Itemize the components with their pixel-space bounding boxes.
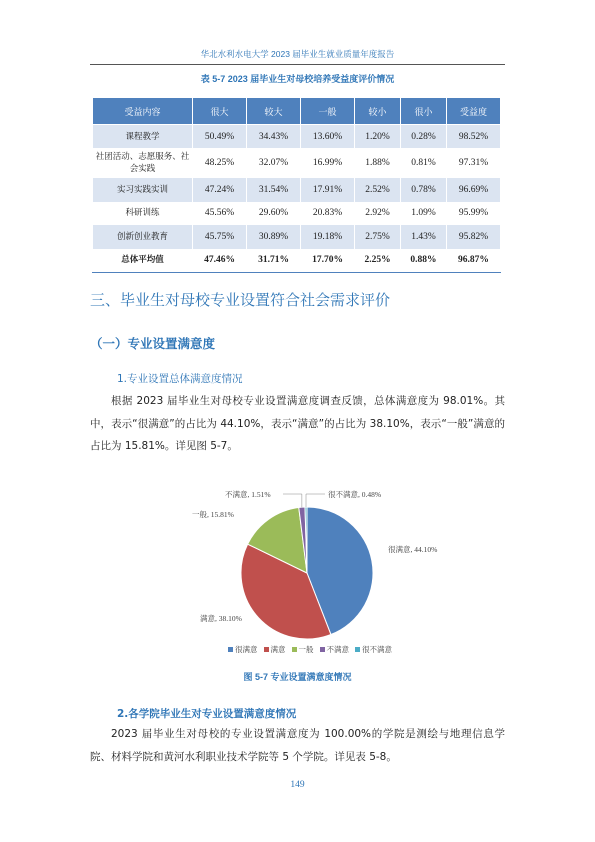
table-cell: 2.92% bbox=[355, 202, 401, 226]
satisfaction-pie-chart bbox=[170, 480, 440, 660]
legend-label: 很满意 bbox=[235, 645, 258, 654]
slice-label-3: 不满意, 1.51% bbox=[225, 490, 271, 499]
table-cell: 20.83% bbox=[301, 202, 355, 226]
table-cell: 0.28% bbox=[401, 125, 447, 149]
chart-legend bbox=[190, 644, 430, 655]
leader-line-3 bbox=[283, 494, 302, 507]
legend-item bbox=[320, 644, 350, 655]
table-row bbox=[93, 225, 501, 249]
table-caption: 表 5-7 2023 届毕业生对母校培养受益度评价情况 bbox=[200, 74, 395, 84]
column-header: 较大 bbox=[247, 98, 301, 125]
table-cell: 96.69% bbox=[446, 178, 500, 202]
legend-label: 很不满意 bbox=[362, 645, 392, 654]
table-cell: 96.87% bbox=[446, 249, 500, 273]
table-cell: 19.18% bbox=[301, 225, 355, 249]
row-label: 课程教学 bbox=[93, 125, 193, 149]
figure-caption: 图 5-7 专业设置满意度情况 bbox=[243, 672, 352, 682]
table-cell: 29.60% bbox=[247, 202, 301, 226]
table-cell: 16.99% bbox=[301, 148, 355, 178]
table-cell: 17.70% bbox=[301, 249, 355, 273]
table-cell: 13.60% bbox=[301, 125, 355, 149]
column-header: 较小 bbox=[355, 98, 401, 125]
table-cell: 48.25% bbox=[193, 148, 247, 178]
legend-label: 一般 bbox=[298, 645, 314, 654]
topic-heading-colleges: 2.各学院毕业生对专业设置满意度情况 bbox=[117, 708, 297, 720]
table-cell: 98.52% bbox=[446, 125, 500, 149]
legend-swatch bbox=[320, 647, 325, 652]
paragraph-college-satisfaction: 2023 届毕业生对母校的专业设置满意度为 100.00%的学院是测绘与地理信息学院、材料学院和黄河水利职业技术学院等 5 个学院。详见表 5-8。 bbox=[90, 728, 505, 763]
slice-label-2: 一般, 15.81% bbox=[192, 510, 234, 519]
column-header: 受益内容 bbox=[93, 98, 193, 125]
table-cell: 0.78% bbox=[401, 178, 447, 202]
table-cell: 1.09% bbox=[401, 202, 447, 226]
column-header: 很大 bbox=[193, 98, 247, 125]
table-cell: 50.49% bbox=[193, 125, 247, 149]
table-cell: 45.56% bbox=[193, 202, 247, 226]
legend-item bbox=[355, 644, 392, 655]
table-cell: 47.24% bbox=[193, 178, 247, 202]
table-row bbox=[93, 178, 501, 202]
legend-swatch bbox=[264, 647, 269, 652]
legend-item bbox=[264, 644, 286, 655]
legend-item bbox=[292, 644, 314, 655]
legend-item bbox=[228, 644, 258, 655]
table-cell: 2.52% bbox=[355, 178, 401, 202]
legend-label: 不满意 bbox=[326, 645, 349, 654]
column-header: 一般 bbox=[301, 98, 355, 125]
table-cell: 31.54% bbox=[247, 178, 301, 202]
table-cell: 1.88% bbox=[355, 148, 401, 178]
leader-line-4 bbox=[306, 494, 325, 507]
table-cell: 30.89% bbox=[247, 225, 301, 249]
table-cell: 97.31% bbox=[446, 148, 500, 178]
subsection-heading: （一）专业设置满意度 bbox=[90, 336, 216, 351]
table-cell: 95.99% bbox=[446, 202, 500, 226]
legend-swatch bbox=[228, 647, 233, 652]
table-cell: 95.82% bbox=[446, 225, 500, 249]
table-cell: 2.25% bbox=[355, 249, 401, 273]
page-header: 华北水利水电大学 2023 届毕业生就业质量年度报告 bbox=[90, 48, 505, 65]
paragraph-overall-satisfaction: 根据 2023 届毕业生对母校专业设置满意度调查反馈，总体满意度为 98.01%。其中，表示“很满意”的占比为 44.10%，表示“满意”的占比为 38.10%，表示“一般”满意的占比为 15.81%。详见图 5-7。 bbox=[90, 395, 505, 452]
row-label: 创新创业教育 bbox=[93, 225, 193, 249]
slice-label-0: 很满意, 44.10% bbox=[388, 545, 438, 554]
column-header: 很小 bbox=[401, 98, 447, 125]
table-cell: 47.46% bbox=[193, 249, 247, 273]
table-row bbox=[93, 148, 501, 178]
table-total-row bbox=[93, 249, 501, 273]
legend-swatch bbox=[292, 647, 297, 652]
page-number: 149 bbox=[290, 780, 305, 790]
row-label: 实习实践实训 bbox=[93, 178, 193, 202]
table-cell: 2.75% bbox=[355, 225, 401, 249]
row-label: 科研训练 bbox=[93, 202, 193, 226]
table-cell: 34.43% bbox=[247, 125, 301, 149]
row-label: 社团活动、志愿服务、社会实践 bbox=[93, 148, 193, 178]
row-label: 总体平均值 bbox=[93, 249, 193, 273]
table-row bbox=[93, 202, 501, 226]
topic-heading: 1.专业设置总体满意度情况 bbox=[117, 373, 243, 385]
table-cell: 0.88% bbox=[401, 249, 447, 273]
legend-swatch bbox=[355, 647, 360, 652]
legend-label: 满意 bbox=[270, 645, 286, 654]
table-cell: 31.71% bbox=[247, 249, 301, 273]
table-cell: 32.07% bbox=[247, 148, 301, 178]
pie-svg bbox=[170, 480, 440, 660]
benefit-table bbox=[92, 97, 501, 273]
section-heading: 三、毕业生对母校专业设置符合社会需求评价 bbox=[90, 291, 391, 309]
slice-label-1: 满意, 38.10% bbox=[200, 614, 242, 623]
table-cell: 1.43% bbox=[401, 225, 447, 249]
table-cell: 1.20% bbox=[355, 125, 401, 149]
table-cell: 17.91% bbox=[301, 178, 355, 202]
column-header: 受益度 bbox=[446, 98, 500, 125]
table-header-row bbox=[93, 98, 501, 125]
table-cell: 45.75% bbox=[193, 225, 247, 249]
table-row bbox=[93, 125, 501, 149]
table-cell: 0.81% bbox=[401, 148, 447, 178]
slice-label-4: 很不满意, 0.48% bbox=[328, 490, 382, 499]
